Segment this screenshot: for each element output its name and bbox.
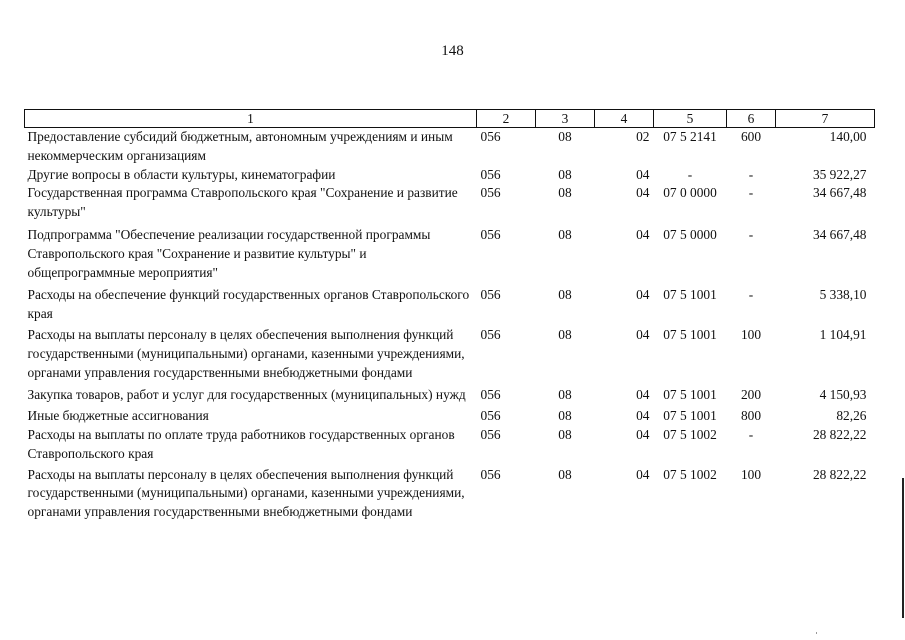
row-subsection-code: 04 — [636, 226, 650, 242]
row-target-code: 07 5 1002 — [663, 466, 717, 482]
row-name: Иные бюджетные ассигнования — [27, 408, 209, 424]
row-name: Другие вопросы в области культуры, кинематографии — [27, 166, 336, 182]
row-section-code: 08 — [558, 466, 572, 482]
column-header-5: 5 — [654, 110, 727, 128]
row-expense-type: 800 — [740, 408, 762, 424]
table-row — [25, 128, 875, 166]
row-expense-type: 100 — [740, 326, 762, 342]
row-expense-type: 100 — [740, 466, 762, 482]
column-header-6: 6 — [727, 110, 776, 128]
row-amount: 1 104,91 — [819, 326, 867, 342]
page-number: 148 — [441, 43, 464, 59]
row-expense-type: - — [748, 166, 754, 182]
row-amount: 82,26 — [836, 408, 867, 424]
row-subsection-code: 04 — [636, 408, 650, 424]
row-amount: 34 667,48 — [812, 185, 867, 201]
row-target-code: 07 5 0000 — [663, 226, 717, 242]
row-name: Закупка товаров, работ и услуг для государственных (муниципальных) нужд — [27, 387, 466, 403]
row-amount: 35 922,27 — [812, 166, 867, 182]
row-expense-type: - — [748, 226, 754, 242]
table-row — [25, 405, 875, 426]
budget-table — [24, 109, 875, 522]
row-target-code: 07 5 1001 — [663, 387, 717, 403]
row-name: Предоставление субсидий бюджетным, автономным учреждениям и иным некоммерческим организациям — [27, 129, 453, 163]
row-ministry-code: 056 — [480, 185, 501, 201]
row-ministry-code: 056 — [480, 287, 501, 303]
row-target-code: 07 0 0000 — [663, 185, 717, 201]
row-target-code: 07 5 1001 — [663, 326, 717, 342]
row-subsection-code: 04 — [636, 387, 650, 403]
row-ministry-code: 056 — [480, 408, 501, 424]
row-expense-type: - — [748, 287, 754, 303]
row-ministry-code: 056 — [480, 466, 501, 482]
row-subsection-code: 04 — [636, 287, 650, 303]
row-name: Подпрограмма "Обеспечение реализации государственной программы Ставропольского края "Сохранение и развитие культуры" и общепрограммные мероприятия" — [27, 226, 431, 280]
row-amount: 5 338,10 — [819, 287, 867, 303]
table-row — [25, 382, 875, 405]
column-header-1: 1 — [25, 110, 477, 128]
row-amount: 140,00 — [829, 129, 867, 144]
header-row — [25, 110, 875, 128]
row-amount: 28 822,22 — [812, 466, 867, 482]
row-target-code: - — [687, 166, 693, 182]
scan-edge-mark — [902, 478, 904, 618]
row-amount: 28 822,22 — [812, 426, 867, 442]
row-amount: 34 667,48 — [812, 226, 867, 242]
row-name: Расходы на обеспечение функций государственных органов Ставропольского края — [27, 287, 470, 322]
row-target-code: 07 5 1002 — [663, 426, 717, 442]
row-ministry-code: 056 — [480, 129, 501, 144]
row-section-code: 08 — [558, 166, 572, 182]
row-section-code: 08 — [558, 387, 572, 403]
row-ministry-code: 056 — [480, 326, 501, 342]
row-expense-type: - — [748, 185, 754, 201]
row-name: Государственная программа Ставропольского края "Сохранение и развитие культуры" — [27, 185, 458, 220]
row-section-code: 08 — [558, 226, 572, 242]
row-ministry-code: 056 — [480, 387, 501, 403]
row-section-code: 08 — [558, 326, 572, 342]
row-section-code: 08 — [558, 426, 572, 442]
table-row — [25, 166, 875, 185]
table-row — [25, 324, 875, 382]
row-name: Расходы на выплаты по оплате труда работников государственных органов Ставропольского края — [27, 426, 455, 461]
row-subsection-code: 04 — [636, 326, 650, 342]
row-name: Расходы на выплаты персоналу в целях обеспечения выполнения функций государственными (муниципальными) органами, казенными учреждениями, органами управления государственными внебюджетными фондами — [27, 466, 465, 520]
column-header-4: 4 — [595, 110, 654, 128]
column-header-3: 3 — [536, 110, 595, 128]
table-row — [25, 184, 875, 222]
row-subsection-code: 04 — [636, 166, 650, 182]
row-target-code: 07 5 2141 — [663, 129, 717, 144]
row-expense-type: 600 — [740, 129, 762, 144]
row-section-code: 08 — [558, 129, 572, 144]
row-subsection-code: 02 — [636, 129, 650, 144]
row-expense-type: - — [748, 426, 754, 442]
column-header-2: 2 — [477, 110, 536, 128]
row-ministry-code: 056 — [480, 166, 501, 182]
row-subsection-code: 04 — [636, 185, 650, 201]
row-ministry-code: 056 — [480, 226, 501, 242]
row-section-code: 08 — [558, 408, 572, 424]
row-name: Расходы на выплаты персоналу в целях обеспечения выполнения функций государственными (муниципальными) органами, казенными учреждениями, органами управления государственными внебюджетными фондами — [27, 326, 465, 380]
row-subsection-code: 04 — [636, 426, 650, 442]
row-amount: 4 150,93 — [819, 387, 867, 403]
table-row — [25, 222, 875, 282]
column-header-7: 7 — [776, 110, 875, 128]
row-target-code: 07 5 1001 — [663, 408, 717, 424]
row-expense-type: 200 — [740, 387, 762, 403]
row-subsection-code: 04 — [636, 466, 650, 482]
scan-speck — [816, 632, 817, 634]
row-ministry-code: 056 — [480, 426, 501, 442]
row-section-code: 08 — [558, 287, 572, 303]
table-row — [25, 282, 875, 324]
row-target-code: 07 5 1001 — [663, 287, 717, 303]
table-row — [25, 426, 875, 464]
row-section-code: 08 — [558, 185, 572, 201]
table-row — [25, 464, 875, 522]
